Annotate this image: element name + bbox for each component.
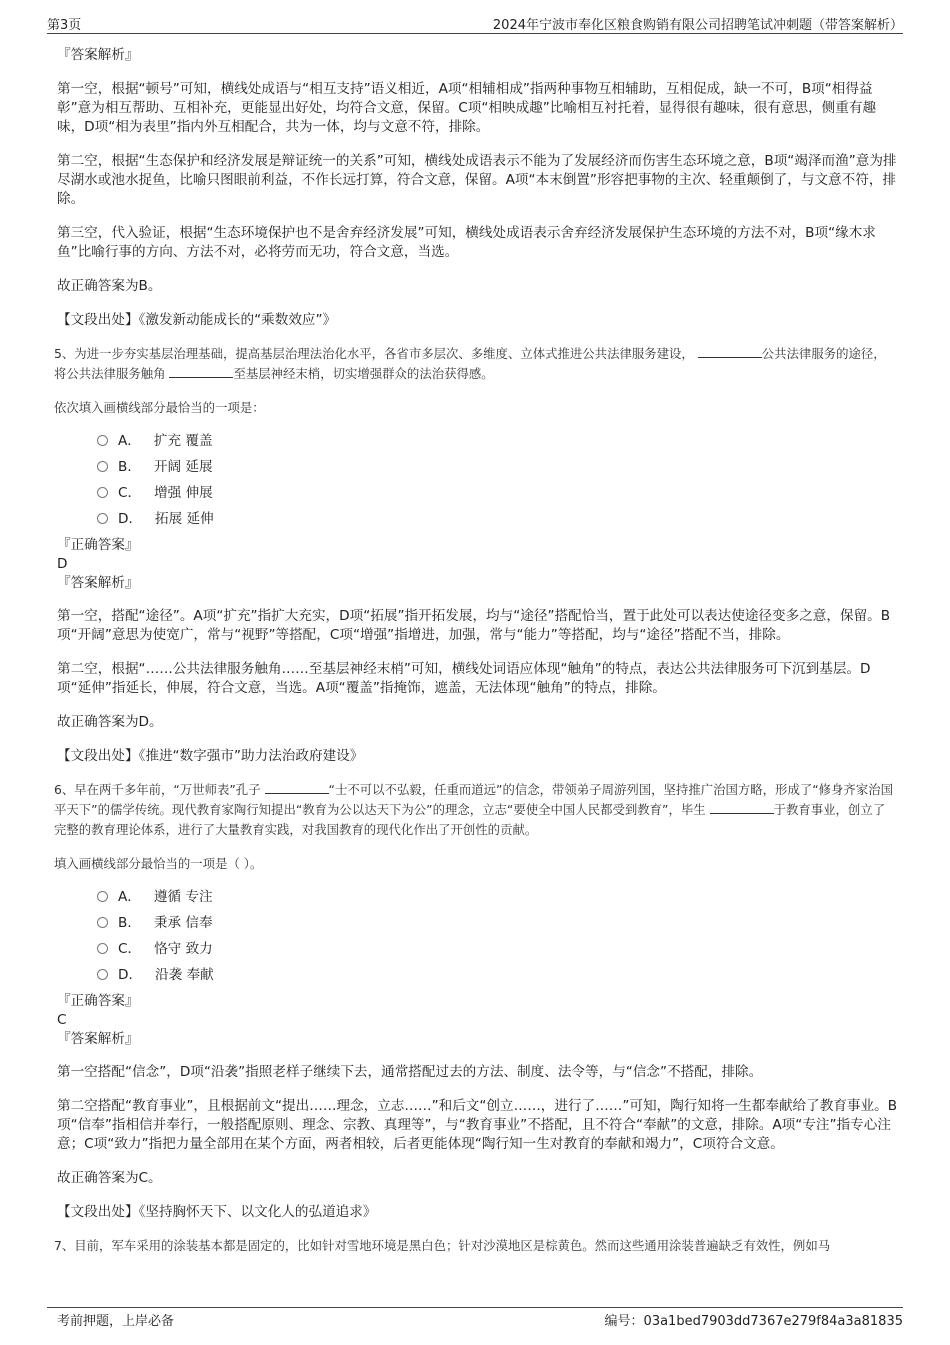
q6-options: [57, 884, 897, 988]
option-text: 扩充 覆盖: [153, 433, 213, 449]
option-letter: A．: [118, 889, 141, 905]
q6-option-c[interactable]: [57, 936, 897, 962]
document-title: 2024年宁波市奉化区粮食购销有限公司招聘笔试冲刺题（带答案解析）: [492, 18, 903, 33]
q6-stem: [54, 780, 897, 840]
option-letter: D．: [118, 967, 143, 983]
radio-icon[interactable]: [97, 917, 108, 928]
q5-stem: [54, 344, 897, 384]
option-text: 沿袭 奉献: [155, 967, 214, 983]
option-text: 拓展 延伸: [155, 511, 214, 527]
radio-icon[interactable]: [97, 435, 108, 446]
q5-blank-2: [169, 365, 233, 378]
q5-stem-part-1: 5、为进一步夯实基层治理基础，提高基层治理法治化水平，各省市多层次、多维度、立体式推进公共法律服务建设，: [54, 346, 694, 361]
q5-analysis-label: 『答案解析』: [57, 575, 139, 591]
footer-divider: [47, 1307, 903, 1308]
q5-options: [57, 428, 897, 532]
q4-analysis-para-1: 第一空，根据“顿号”可知，横线处成语与“相互支持”语义相近，A项“相辅相成”指两种事物互相辅助，互相促成，缺一不可，B项“相得益彰”意为相互帮助、互相补充，更能显出好处，均符合文意，保留。C项“相映成趣”比喻相互衬托着，显得很有趣味，很有意思，侧重有趣味，D项“相为表里”指内外互相配合，共为一体，均与文意不符，排除。: [57, 81, 877, 135]
q4-analysis-para-2: 第二空，根据“生态保护和经济发展是辩证统一的关系”可知，横线处成语表示不能为了发展经济而伤害生态环境之意，B项“竭泽而渔”意为排尽湖水或池水捉鱼，比喻只图眼前利益，不作长远打算，符合文意，保留。A项“本末倒置”形容把事物的主次、轻重颠倒了，与文意不符，排除。: [57, 153, 897, 207]
q7-stem: 7、目前，军车采用的涂装基本都是固定的，比如针对雪地环境是黑白色；针对沙漠地区是棕黄色。然而这些通用涂装普遍缺乏有效性，例如马: [54, 1238, 831, 1253]
page-header: [47, 14, 903, 34]
document-id: 编号：03a1bed7903dd7367e279f84a3a81835: [604, 1314, 903, 1329]
option-text: 恪守 致力: [154, 941, 213, 957]
q4-analysis-para-3: 第三空，代入验证，根据“生态环境保护也不是舍弃经济发展”可知，横线处成语表示舍弃经济发展保护生态环境的方法不对，B项“缘木求鱼”比喻行事的方向、方法不对，必将劳而无功，符合文意，当选。: [57, 225, 876, 260]
page-number: 第3页: [47, 18, 82, 33]
q4-analysis-label: 『答案解析』: [57, 47, 139, 63]
q5-conclusion: 故正确答案为D。: [57, 714, 163, 730]
q6-blank-1: [265, 781, 329, 794]
radio-icon[interactable]: [97, 969, 108, 980]
q6-option-a[interactable]: [57, 884, 897, 910]
header-divider: [47, 33, 903, 34]
option-text: 遵循 专注: [153, 889, 213, 905]
q6-analysis-para-2: 第二空搭配“教育事业”，且根据前文“提出……理念，立志……”和后文“创立……，进行了……”可知，陶行知将一生都奉献给了教育事业。B项“信奉”指相信并奉行，一般搭配原则、理念、宗教、真理等”，与“教育事业”不搭配，且不符合“奉献”的文意，排除。A项“专注”指专心注意；C项“致力”指把力量全部用在某个方面，两者相较，后者更能体现“陶行知一生对教育的奉献和竭力”，C项符合文意。: [57, 1098, 898, 1152]
option-text: 增强 伸展: [154, 485, 213, 501]
q5-source: 【文段出处】《推进“数字强市”助力法治政府建设》: [57, 748, 364, 764]
q6-stem-part-1: 6、早在两千多年前，“万世师表”孔子: [54, 782, 261, 797]
q5-blank-1: [698, 345, 762, 358]
option-text: 秉承 信奉: [153, 915, 213, 931]
q5-analysis-para-1: 第一空，搭配“途径”。A项“扩充”指扩大充实，D项“拓展”指开拓发展，均与“途径”搭配恰当，置于此处可以表达使途径变多之意，保留。B项“开阔”意思为使宽广，常与“视野”等搭配，C项“增强”指增进，加强，常与“能力”等搭配，均与“途径”搭配不当，排除。: [57, 608, 891, 643]
option-letter: C．: [118, 941, 142, 957]
q6-option-d[interactable]: [57, 962, 897, 988]
q6-blank-2: [710, 801, 774, 814]
q6-correct-answer: C: [57, 1012, 67, 1028]
q4-conclusion: 故正确答案为B。: [57, 278, 162, 294]
radio-icon[interactable]: [97, 461, 108, 472]
option-letter: A．: [118, 433, 141, 449]
q6-stem-part-3: 于教育事业，创立了完整的教育理论体系，进行了大量教育实践，对我国教育的现代化作出了开创性的贡献。: [54, 802, 886, 837]
q5-correct-answer: D: [57, 556, 68, 572]
q5-analysis-para-2: 第二空，根据“……公共法律服务触角……至基层神经末梢”可知，横线处词语应体现“触角”的特点，表达公共法律服务可下沉到基层。D项“延伸”指延长，伸展，符合文意，当选。A项“覆盖”指掩饰，遮盖，无法体现“触角”的特点，排除。: [57, 661, 871, 696]
radio-icon[interactable]: [97, 943, 108, 954]
q5-correct-label: 『正确答案』: [57, 537, 139, 553]
q5-stem-part-4: 至基层神经末梢，切实增强群众的法治获得感。: [233, 366, 494, 381]
q6-option-b[interactable]: [57, 910, 897, 936]
q5-option-d[interactable]: [57, 506, 897, 532]
q5-stem-part-2: 公共法律服务: [761, 346, 837, 361]
option-letter: B．: [118, 459, 141, 475]
option-letter: C．: [118, 485, 142, 501]
page-content: [54, 46, 898, 1256]
q4-source: 【文段出处】《激发新动能成长的“乘数效应”》: [57, 312, 337, 328]
page-footer: [47, 1310, 903, 1328]
q6-source: 【文段出处】《坚持胸怀天下、以文化人的弘道追求》: [57, 1204, 377, 1220]
radio-icon[interactable]: [97, 487, 108, 498]
option-letter: B．: [118, 915, 141, 931]
radio-icon[interactable]: [97, 513, 108, 524]
q5-stem-part-3: 的途径，将公共法律服务触角: [54, 346, 886, 381]
q6-stem-part-2: “士不可以不弘毅，任重而道远”的信念，带领弟子周游列国，坚持推广治国方略，形成了“修身齐家治国平天下”的儒学传统。现代教育家陶行知提出“教育为公以达天下为公”的理念，立志“要使全中国人民都受到教育”，毕生: [54, 782, 893, 817]
q5-option-b[interactable]: [57, 454, 897, 480]
q5-option-c[interactable]: [57, 480, 897, 506]
option-letter: D．: [118, 511, 143, 527]
footer-slogan: 考前押题，上岸必备: [57, 1314, 175, 1329]
q6-analysis-label: 『答案解析』: [57, 1031, 139, 1047]
q6-conclusion: 故正确答案为C。: [57, 1170, 162, 1186]
q6-correct-label: 『正确答案』: [57, 993, 139, 1009]
q6-analysis-para-1: 第一空搭配“信念”，D项“沿袭”指照老样子继续下去，通常搭配过去的方法、制度、法令等，与“信念”不搭配，排除。: [57, 1064, 763, 1080]
q5-option-a[interactable]: [57, 428, 897, 454]
q6-prompt: 填入画横线部分最恰当的一项是（ ）。: [54, 856, 263, 871]
q5-prompt: 依次填入画横线部分最恰当的一项是：: [54, 400, 265, 415]
option-text: 开阔 延展: [153, 459, 213, 475]
radio-icon[interactable]: [97, 891, 108, 902]
